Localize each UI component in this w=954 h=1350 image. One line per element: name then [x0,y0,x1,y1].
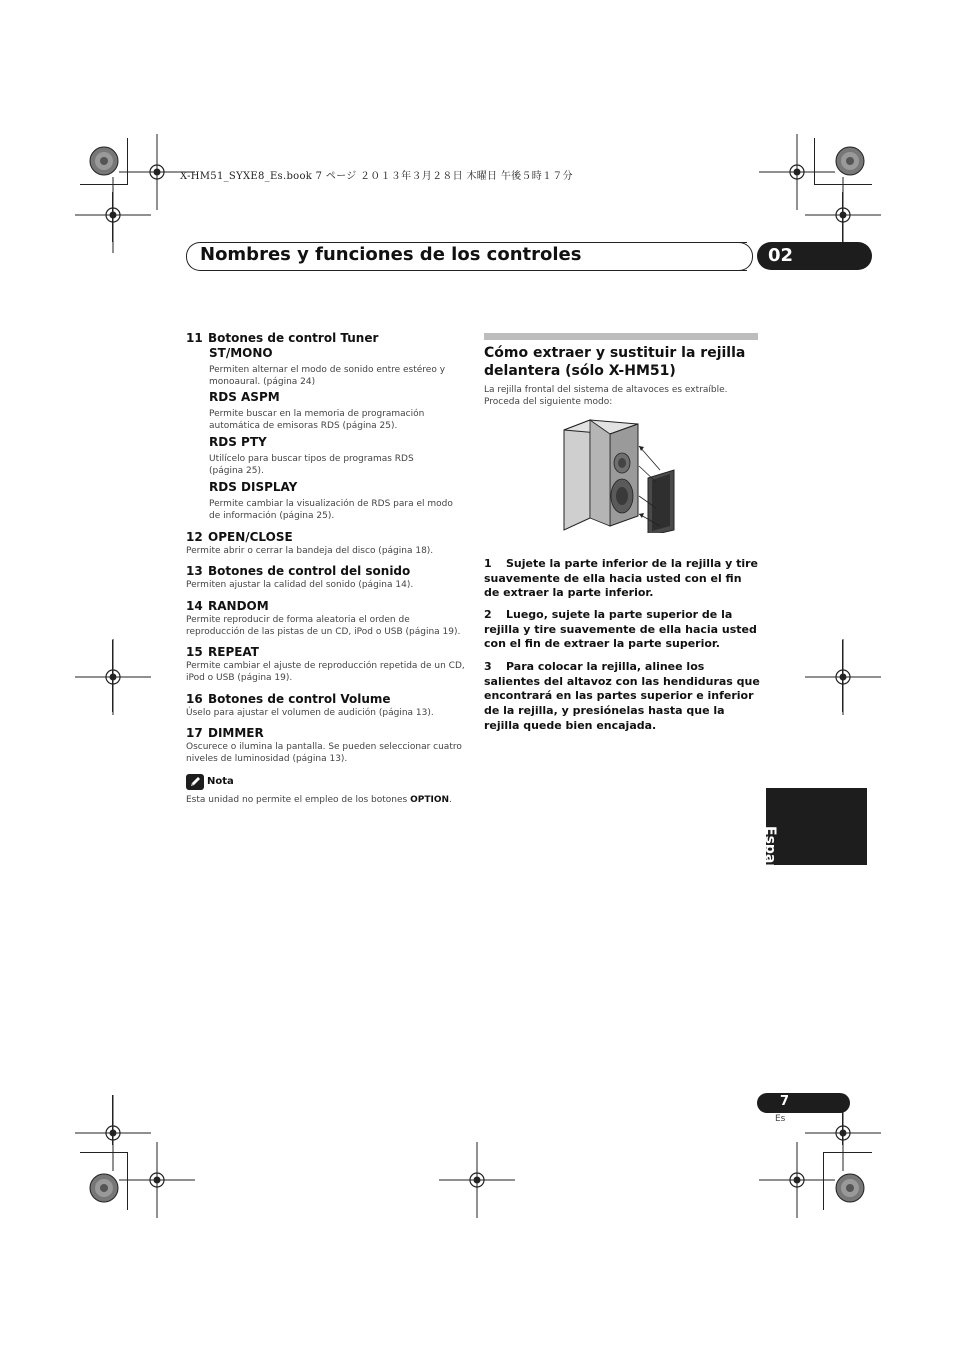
sub-description: Permite cambiar la visualización de RDS para el modo de información (página 25). [209,499,453,521]
item-title: RANDOM [208,599,269,613]
item-description: Úselo para ajustar el volumen de audición (página 13). [186,708,434,718]
chapter-number: 02 [768,245,794,266]
sub-heading: RDS ASPM [209,390,280,404]
item-15-heading [186,645,259,659]
item-number: 13 [186,564,203,578]
item-number: 14 [186,599,203,613]
item-17-heading [186,726,264,740]
print-header: X-HM51_SYXE8_Es.book 7 ページ ２０１３年３月２８日 木曜日 午後５時１７分 [180,171,573,182]
note-label: Nota [207,776,234,787]
speaker-grille-illustration [560,418,685,533]
section-title: Cómo extraer y sustituir la rejilla delantera (sólo X-HM51) [484,345,746,379]
sub-heading: ST/MONO [209,346,273,360]
page-number: 7 [780,1094,790,1109]
step-3 [484,660,760,734]
step-text: Sujete la parte inferior de la rejilla y tire suavemente de ella hacia usted con el fin de extraer la parte inferior. [484,557,759,600]
item-11-heading [186,331,378,345]
item-number: 15 [186,645,203,659]
page-language-code: Es [775,1114,786,1124]
item-description: Oscurece o ilumina la pantalla. Se pueden seleccionar cuatro niveles de luminosidad (página 13). [186,742,462,764]
item-description: Permite cambiar el ajuste de reproducción repetida de un CD, iPod o USB (página 19). [186,661,465,683]
item-title: REPEAT [208,645,259,659]
item-12-heading [186,530,293,544]
item-title: Botones de control Volume [208,692,391,706]
page-number-badge [757,1093,850,1113]
item-title: Botones de control del sonido [208,564,411,578]
item-13-heading [186,564,410,578]
section-intro: La rejilla frontal del sistema de altavoces es extraíble. Proceda del siguiente modo: [484,385,728,407]
item-14-heading [186,599,269,613]
note-pencil-icon [186,774,204,790]
step-number: 3 [484,660,492,673]
sub-heading: RDS PTY [209,435,267,449]
item-number: 16 [186,692,203,706]
language-tab [766,788,867,865]
step-1 [484,557,760,601]
item-title: Botones de control Tuner [208,331,379,345]
sub-description: Permiten alternar el modo de sonido entre estéreo y monoaural. (página 24) [209,365,446,387]
sub-description: Utilícelo para buscar tipos de programas RDS (página 25). [209,454,414,476]
note-option-label: OPTION [410,795,450,805]
note-text-body: Esta unidad no permite el empleo de los botones [186,795,411,805]
sub-heading: RDS DISPLAY [209,480,298,494]
page-title: Nombres y funciones de los controles [200,244,582,265]
step-2 [484,608,760,652]
note-text [186,794,476,806]
item-title: OPEN/CLOSE [208,530,293,544]
step-number: 2 [484,608,492,621]
step-text: Para colocar la rejilla, alinee los salientes del altavoz con las hendiduras que encontrará en las partes superior e inferior de la rejilla, y presiónelas hasta que la rejilla quede bien encajada. [484,660,760,732]
note-text-end: . [449,795,452,805]
item-description: Permite reproducir de forma aleatoria el orden de reproducción de las pistas de un CD, iPod o USB (página 19). [186,615,461,637]
item-number: 11 [186,331,203,345]
step-number: 1 [484,557,492,570]
step-text: Luego, sujete la parte superior de la rejilla y tire suavemente de ella hacia usted con el fin de extraer la parte superior. [484,608,757,651]
item-number: 17 [186,726,203,740]
item-number: 12 [186,530,203,544]
section-rule [484,333,758,340]
sub-description: Permite buscar en la memoria de programación automática de emisoras RDS (página 25). [209,409,425,431]
item-description: Permiten ajustar la calidad del sonido (página 14). [186,580,414,590]
language-label: Español [762,826,778,888]
item-16-heading [186,692,391,706]
item-title: DIMMER [208,726,264,740]
item-description: Permite abrir o cerrar la bandeja del disco (página 18). [186,546,434,556]
